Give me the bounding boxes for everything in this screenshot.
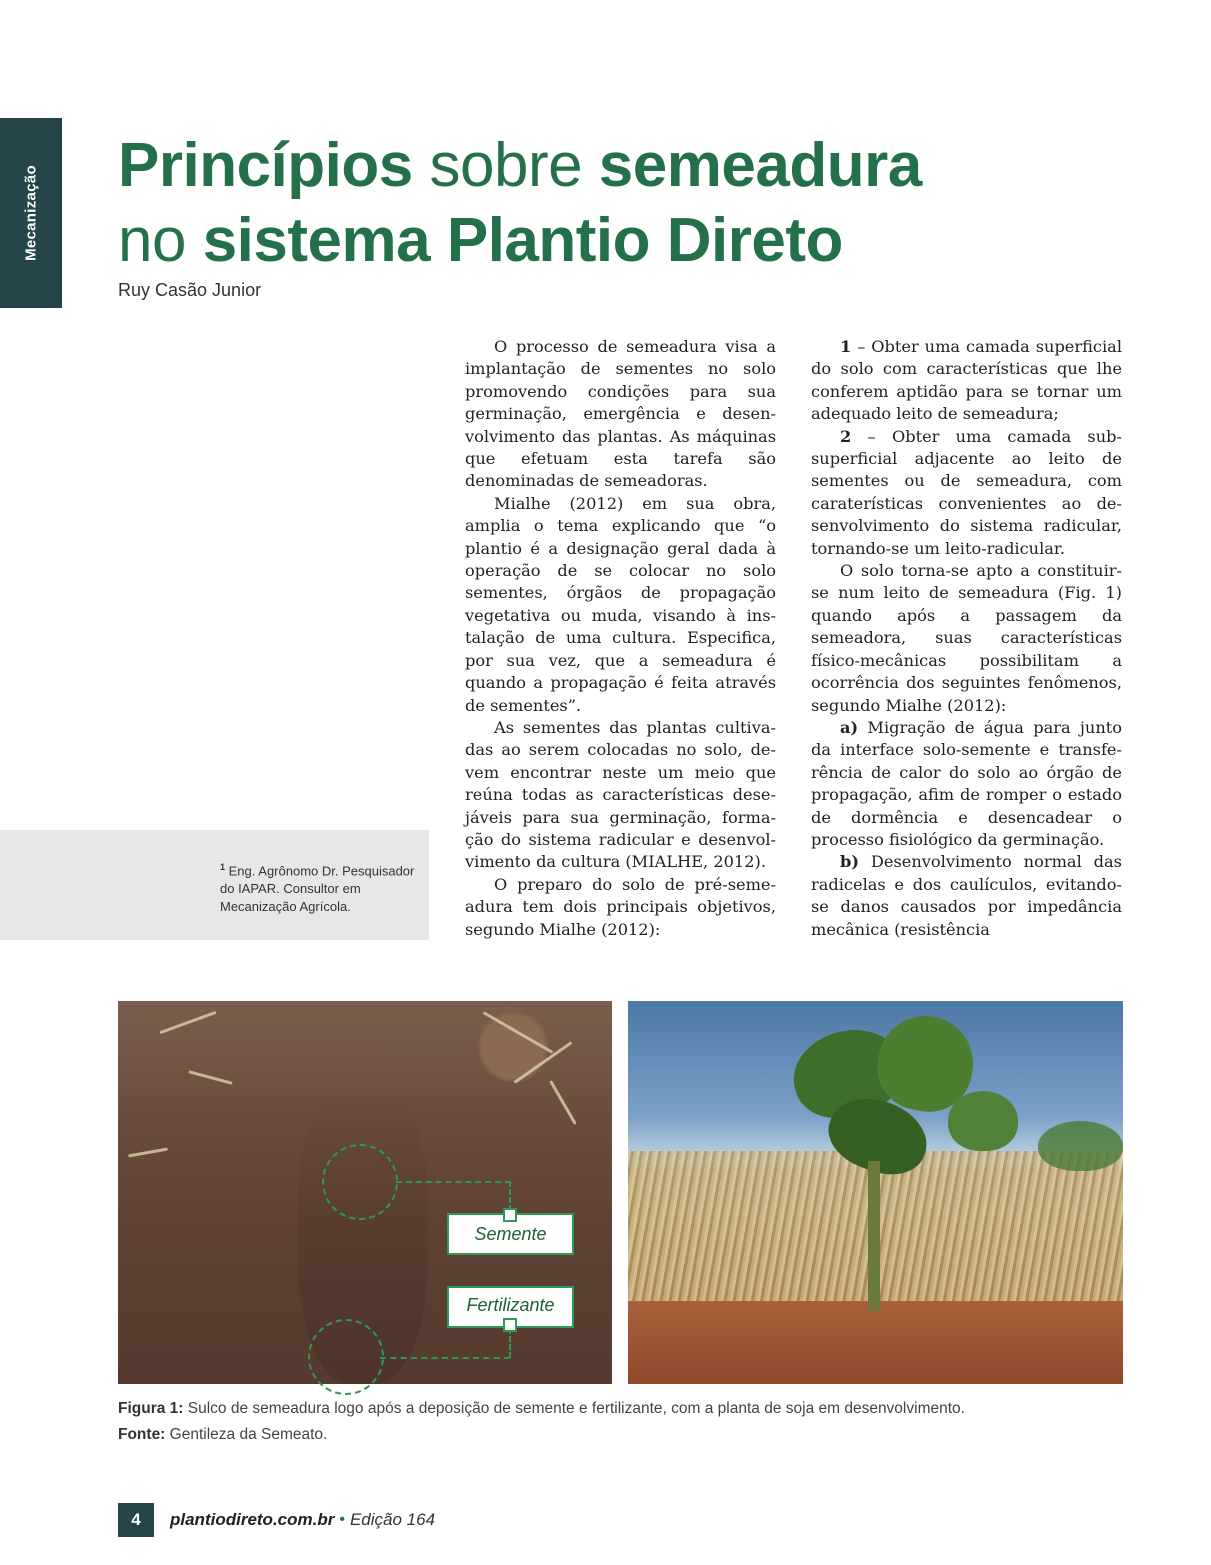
- text-column-1: [465, 336, 776, 941]
- list-item: [811, 851, 1122, 941]
- straw: [128, 1148, 168, 1158]
- list-item: [811, 717, 1122, 851]
- straw: [159, 1011, 216, 1034]
- red-soil: [628, 1301, 1123, 1384]
- item-text: Migração de água para junto da interface solo-semente e transferência de calor do solo ao órgão de propagação, afim de romper o estado de dormência e desencadear o processo fisiológico da germinação.: [811, 717, 1122, 849]
- item-text: Desenvolvimento normal das radicelas e dos caulículos, evitando-se danos causados por impedância mecânica (resistência: [811, 852, 1122, 939]
- section-tab: [0, 118, 62, 308]
- paragraph: Mialhe (2012) em sua obra, amplia o tema explicando que “o plantio é a designação geral dada à operação de se colocar no solo sementes, órgãos de propagação vegetativa ou muda, visando à instalação de uma cultura. Especifica, por sua vez, que a semeadura é quando a propagação é feita através de sementes”.: [465, 493, 776, 715]
- footnote-line: Eng. Agrônomo Dr. Pesquisador: [228, 863, 415, 879]
- title-part: Princípios: [118, 131, 413, 200]
- title-part: sobre: [412, 131, 599, 200]
- straw: [549, 1080, 577, 1125]
- fertilizer-connector: [509, 1328, 511, 1358]
- edition-number: Edição 164: [349, 1510, 436, 1529]
- paragraph: O solo torna-se apto a constituir-se num leito de semeadura (Fig. 1) quando após a passagem da semeadora, suas características físico-mecânicas possibilitam a ocorrência dos seguintes fenômenos, segundo Mialhe (2012):: [811, 561, 1122, 715]
- paragraph: O processo de semeadura visa a implantação de sementes no solo promovendo condições para sua germinação, emergência e desenvolvimento das plantas. As máquinas que efetuam esta tarefa são denominadas de semeadoras.: [465, 337, 776, 491]
- page-number: 4: [118, 1503, 154, 1537]
- title-part: semeadura: [598, 131, 922, 200]
- list-item: [811, 426, 1122, 560]
- paragraph: O preparo do solo de pré-semeadura tem dois principais objetivos, segundo Mialhe (2012):: [465, 874, 776, 939]
- straw: [188, 1070, 232, 1085]
- caption-text: Sulco de semeadura logo após a deposição de semente e fertilizante, com a planta de soja em desenvolvimento.: [183, 1400, 965, 1417]
- article-title: [118, 128, 922, 278]
- straw: [483, 1011, 554, 1054]
- seed-label: Semente: [447, 1213, 574, 1255]
- footnote-line: Mecanização Agrícola.: [220, 899, 351, 915]
- footer-separator: •: [339, 1511, 345, 1528]
- figure-1: [118, 1001, 1123, 1384]
- footnote-marker: 1: [220, 862, 226, 872]
- section-tab-label: Mecanização: [22, 165, 40, 261]
- page-footer: [118, 1503, 435, 1537]
- source-text: Gentileza da Semeato.: [165, 1426, 328, 1443]
- seed-label-anchor: [503, 1208, 517, 1222]
- text-column-2: [811, 336, 1122, 941]
- author-name: Ruy Casão Junior: [118, 280, 262, 300]
- furrow-photo: [118, 1001, 612, 1384]
- caption-label: Figura 1:: [118, 1400, 184, 1417]
- soy-leaf: [948, 1091, 1018, 1151]
- fertilizer-label: Fertilizante: [447, 1286, 574, 1328]
- figure-caption: [118, 1396, 965, 1448]
- item-number: 2: [840, 426, 852, 446]
- list-item: [811, 336, 1122, 426]
- title-part: no: [118, 206, 203, 275]
- fertilizer-highlight: [308, 1319, 384, 1395]
- item-number: 1: [840, 337, 852, 356]
- soybean-photo: [628, 1001, 1123, 1384]
- item-text: – Obter uma camada superficial do solo com características que lhe conferem aptidão para se tornar um adequado leito de semeadura;: [811, 337, 1122, 424]
- site-name: plantiodireto.com.br: [170, 1510, 335, 1529]
- source-label: Fonte:: [118, 1426, 166, 1443]
- item-text: – Obter uma camada subsuperficial adjacente ao leito de sementes ou de semeadura, com caraterísticas convenientes ao desenvolvimento do sistema radicular, tornando-se um leito-radicular.: [811, 426, 1122, 558]
- item-label: a): [840, 717, 859, 737]
- title-part: sistema Plantio Direto: [202, 206, 843, 275]
- item-label: b): [840, 852, 859, 872]
- fertilizer-connector: [380, 1357, 510, 1359]
- fertilizer-label-anchor: [503, 1318, 517, 1332]
- seed-connector: [509, 1181, 511, 1211]
- seed-highlight: [322, 1144, 398, 1220]
- soy-stem: [868, 1161, 880, 1311]
- footnote: [220, 858, 414, 916]
- seed-connector: [396, 1181, 511, 1183]
- paragraph: As sementes das plantas cultivadas ao serem colocadas no solo, devem encontrar neste um meio que reúna todas as características desejáveis para sua germinação, formação do sistema radicular e desenvolvimento da cultura (MIALHE, 2012).: [465, 717, 776, 872]
- footnote-line: do IAPAR. Consultor em: [220, 881, 361, 897]
- soy-leaf: [1038, 1121, 1123, 1171]
